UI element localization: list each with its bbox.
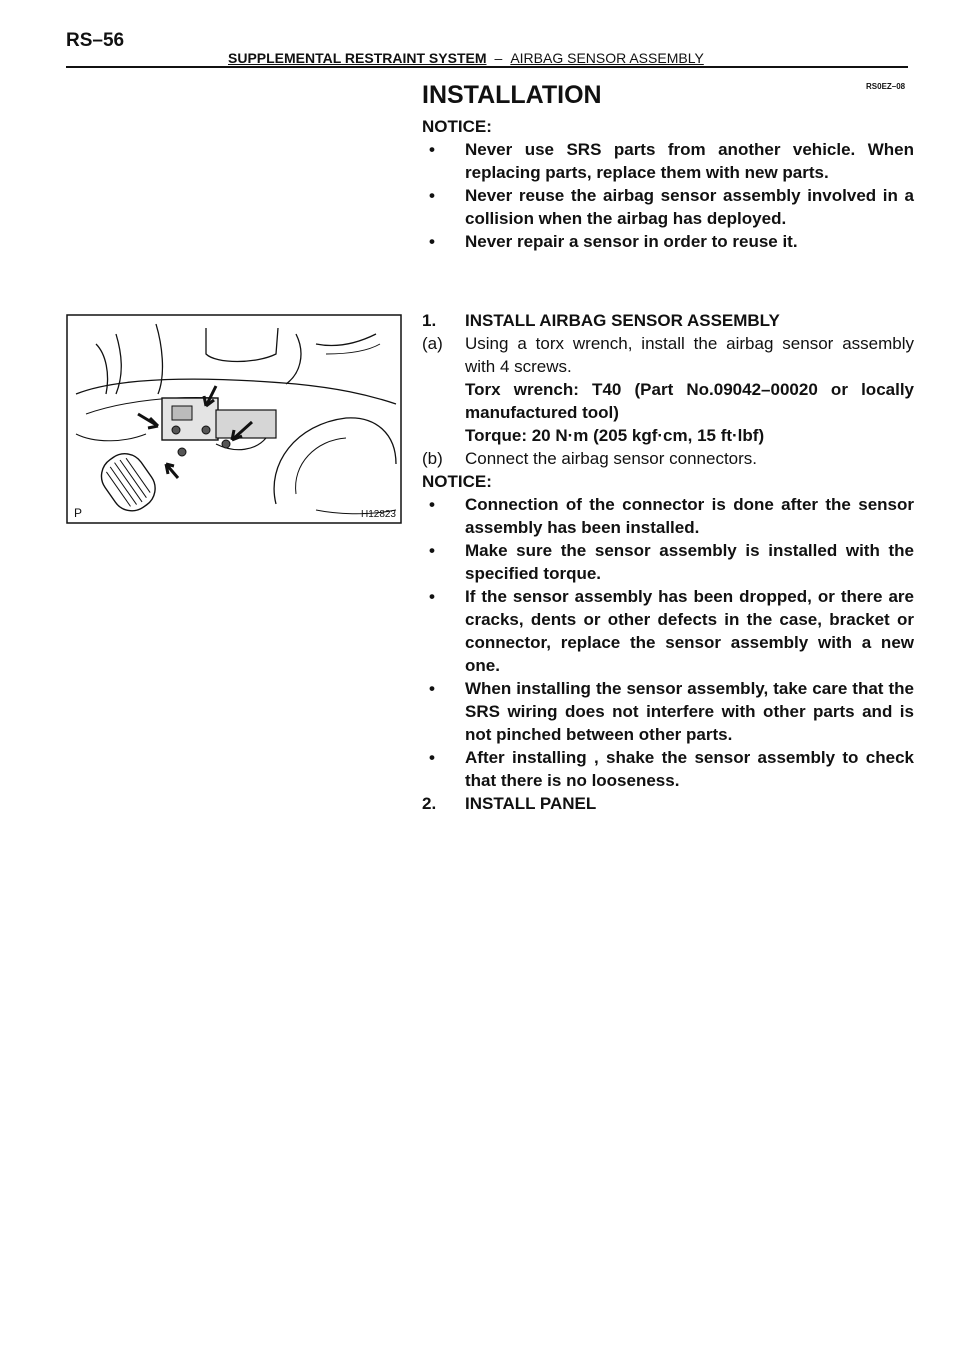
notice-label: NOTICE:	[422, 117, 492, 136]
header-rule	[66, 66, 908, 68]
notice-item: • When installing the sensor assembly, take care that the SRS wiring does not interfere with other parts and is not pinched between other parts.	[429, 679, 914, 744]
running-header	[228, 50, 704, 66]
header-system: SUPPLEMENTAL RESTRAINT SYSTEM	[228, 50, 487, 66]
notice-item: • Never repair a sensor in order to reuse it.	[429, 232, 798, 251]
step-2-heading: 2. INSTALL PANEL	[422, 794, 597, 813]
section-title: INSTALLATION	[422, 81, 602, 109]
torque-spec: Torque: 20 N·m (205 kgf·cm, 15 ft·lbf)	[465, 426, 765, 445]
notice-item: • Never reuse the airbag sensor assembly involved in a collision when the airbag has deployed.	[429, 186, 914, 228]
header-separator: –	[494, 50, 503, 66]
header-section: AIRBAG SENSOR ASSEMBLY	[510, 50, 704, 66]
step-1a: (a) Using a torx wrench, install the airbag sensor assembly with 4 screws.	[422, 334, 914, 376]
torx-spec: Torx wrench: T40 (Part No.09042–00020 or locally manufactured tool)	[465, 380, 914, 422]
notice-item: • If the sensor assembly has been dropped, or there are cracks, dents or other defects in the case, bracket or connector, replace the sensor assembly with a new one.	[429, 587, 914, 675]
notice-label-2: NOTICE:	[422, 472, 492, 491]
notice-item: • Connection of the connector is done after the sensor assembly has been installed.	[429, 495, 914, 537]
notice-item: • Make sure the sensor assembly is installed with the specified torque.	[429, 541, 914, 583]
step-1b: (b) Connect the airbag sensor connectors.	[422, 449, 758, 468]
sensor-illustration	[66, 314, 402, 524]
figure-label-p: P	[74, 506, 83, 520]
notice-item: • Never use SRS parts from another vehicle. When replacing parts, replace them with new parts.	[429, 140, 914, 182]
installation-figure	[66, 314, 402, 524]
figure-id: H12823	[360, 509, 396, 520]
section-code: RS0EZ–08	[866, 82, 906, 91]
notice-item: • After installing , shake the sensor assembly to check that there is no looseness.	[429, 748, 914, 790]
page-number: RS–56	[66, 30, 125, 51]
step-1-heading: 1. INSTALL AIRBAG SENSOR ASSEMBLY	[422, 311, 780, 330]
main-content	[422, 78, 914, 815]
